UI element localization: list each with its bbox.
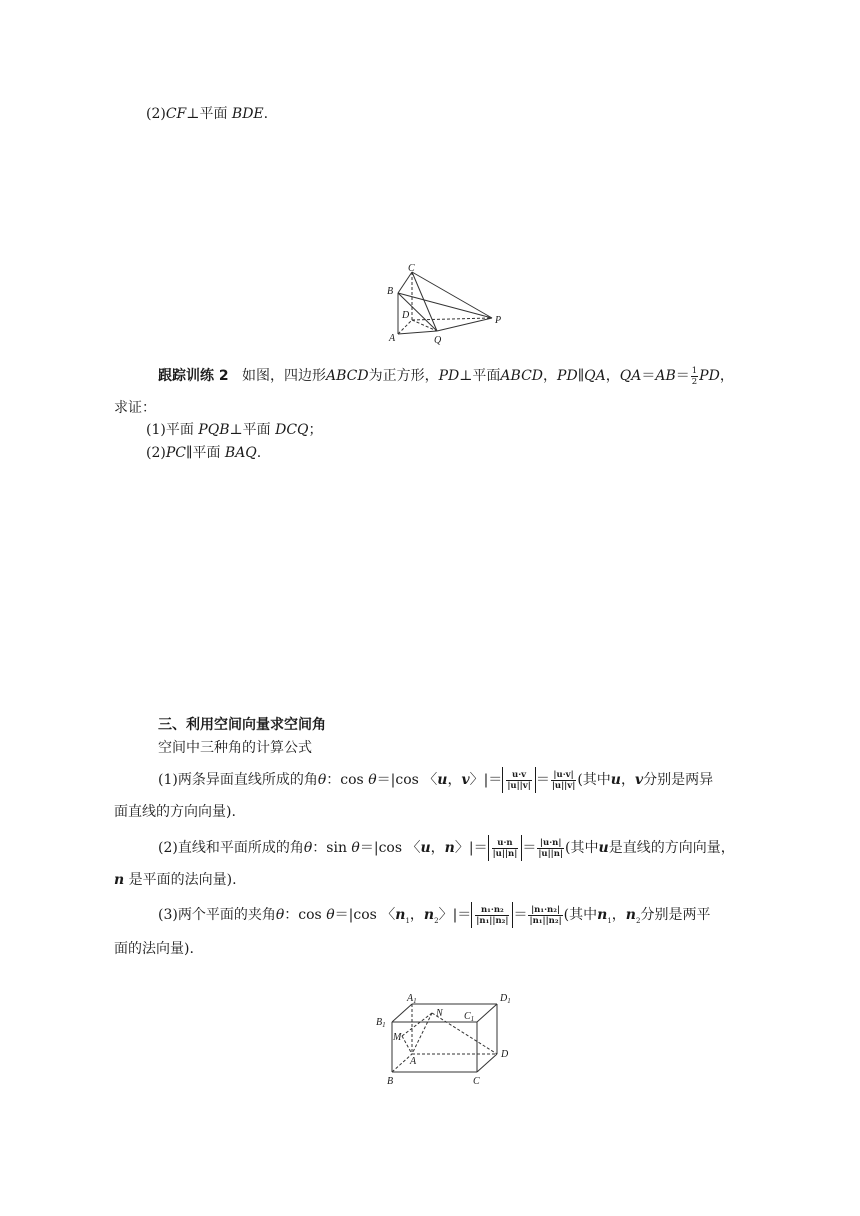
fraction [492, 838, 519, 859]
item-label: (2) [146, 106, 166, 122]
text-segment: (其中 [565, 840, 599, 856]
fraction-numerator: u·n [492, 838, 519, 849]
text-segment: 如图，四边形 [241, 368, 326, 384]
vertex-label-q: Q [434, 335, 442, 346]
vector-n2: n [423, 907, 435, 923]
fraction-numerator: |n₁·n₂| [528, 905, 562, 916]
text-segment: ， [719, 368, 734, 384]
vertex-label-b: B [387, 1076, 394, 1087]
line-pc: PC [165, 445, 186, 461]
line-pd: PD [438, 368, 460, 384]
item-2-statement [146, 104, 268, 124]
vertex-label-d: D [501, 1049, 509, 1060]
vertex-label-d1: $D_1$ [500, 993, 511, 1005]
vector-u: u [598, 840, 609, 856]
fraction-denominator: |u||n| [492, 848, 518, 859]
vector-v: v [634, 772, 644, 788]
fraction [537, 838, 564, 859]
equals-sign: ＝ [535, 772, 550, 788]
exercise-2-part-2 [146, 443, 261, 463]
vector-u: u [610, 772, 621, 788]
fraction-numerator: |u·v| [551, 770, 577, 781]
vector-n: n [114, 872, 125, 888]
fraction-denominator: 2 [691, 376, 698, 387]
vertex-label-c: C [473, 1076, 480, 1087]
text-segment: 分别是两平 [640, 907, 711, 923]
equals-sign: ＝ [513, 907, 528, 923]
fraction-denominator: |u||v| [507, 780, 531, 791]
theta-symbol: θ [368, 772, 377, 788]
text-segment: ：sin [312, 840, 347, 856]
line-ab: AB [655, 368, 676, 384]
vector-u: u [420, 840, 431, 856]
text-segment: . [256, 445, 262, 461]
fraction-numerator: n₁·n₂ [475, 905, 509, 916]
plane-pqb: PQB [198, 422, 230, 438]
theta-symbol: θ [351, 840, 360, 856]
vertex-label-c1: $C_1$ [464, 1011, 475, 1023]
text-segment: 是直线的方向向量， [608, 840, 735, 856]
period: . [263, 106, 269, 122]
abs-value [488, 835, 523, 861]
text-segment: ， [430, 840, 445, 856]
fraction [528, 905, 562, 926]
fraction-denominator: |u||v| [551, 780, 576, 791]
formula-2-continuation [114, 870, 237, 890]
text-segment: 是平面的法向量). [128, 872, 237, 888]
text-segment: (其中 [577, 772, 611, 788]
text-segment: 为正方形， [368, 368, 439, 384]
text-segment: (2) [146, 445, 166, 461]
perp-plane-text: ⊥平面 [186, 106, 228, 122]
formula-line-plane-angle [158, 834, 735, 862]
vector-n1: n [395, 907, 406, 923]
formula-skew-lines-angle [158, 766, 713, 794]
vector-v: v [461, 772, 470, 788]
fraction-numerator: 1 [691, 365, 698, 376]
text-segment: (其中 [563, 907, 598, 923]
text-segment: 〉|＝ [454, 840, 488, 856]
pyramid-figure [382, 262, 512, 348]
vertex-label-a: A [410, 1056, 417, 1067]
vertex-label-b: B [387, 286, 394, 297]
fraction-denominator: |n₁||n₂| [529, 915, 562, 926]
vertex-label-d: D [402, 310, 410, 321]
plane-baq: BAQ [224, 445, 257, 461]
square-abcd: ABCD [325, 368, 369, 384]
theta-symbol: θ [317, 772, 327, 788]
text-segment: ， [447, 772, 462, 788]
text-segment: (1)两条异面直线所成的角 [158, 772, 318, 788]
subscript: 2 [434, 916, 439, 925]
subscript: 2 [635, 916, 641, 925]
cuboid-figure [372, 990, 522, 1088]
text-segment: ， [605, 368, 620, 384]
text-segment: ：cos [326, 772, 364, 788]
vector-n: n [444, 840, 455, 856]
fraction [506, 770, 532, 791]
vertex-label-p: P [495, 315, 502, 326]
text-segment: ：cos [284, 907, 322, 923]
equals-sign: ＝ [522, 840, 537, 856]
theta-symbol: θ [326, 907, 335, 923]
line-qa: QA [619, 368, 642, 384]
vertex-label-c: C [408, 263, 415, 274]
text-segment: ＝|cos 〈 [376, 772, 438, 788]
text-segment: (3)两个平面的夹角 [158, 907, 276, 923]
theta-symbol: θ [303, 840, 313, 856]
section-heading: 三、利用空间向量求空间角 [158, 717, 326, 733]
text-segment: ， [611, 907, 626, 923]
vector-u: u [437, 772, 448, 788]
text-segment: ∥平面 [185, 445, 221, 461]
text-segment: ⊥平面 [229, 422, 271, 438]
point-label-m: M [393, 1032, 402, 1043]
fraction [551, 770, 577, 791]
text-segment: 〉|＝ [438, 907, 472, 923]
line-qa: QA [584, 368, 606, 384]
text-segment: ， [543, 368, 558, 384]
plane-dcq: DCQ [275, 422, 309, 438]
text-segment: ＝|cos 〈 [334, 907, 396, 923]
vertex-label-b1: $B_1$ [376, 1017, 386, 1029]
vertex-label-a: A [389, 333, 396, 344]
line-pd: PD [557, 368, 578, 384]
section-subheading: 空间中三种角的计算公式 [158, 740, 312, 756]
abs-value [471, 902, 513, 928]
equals-sign: ＝ [641, 368, 656, 384]
theta-symbol: θ [275, 907, 285, 923]
formula-plane-plane-angle [158, 901, 710, 935]
text-segment: 分别是两异 [643, 772, 714, 788]
text-segment: ， [409, 907, 424, 923]
point-label-n: N [436, 1008, 443, 1019]
fraction-half [691, 366, 698, 387]
text-segment: 〉|＝ [469, 772, 503, 788]
vertex-label-a1: $A_1$ [407, 993, 417, 1005]
plane-abcd: ABCD [500, 368, 544, 384]
formula-3-continuation: 面的法向量). [114, 941, 194, 957]
abs-value [502, 767, 536, 793]
prove-label: 求证： [114, 400, 156, 416]
subscript: 1 [405, 916, 410, 925]
text-segment: (1)平面 [146, 422, 194, 438]
fraction-denominator: |u||n| [538, 848, 564, 859]
line-cf: CF [165, 106, 187, 122]
fraction-numerator: |u·n| [537, 838, 564, 849]
text-segment: (2)直线和平面所成的角 [158, 840, 304, 856]
exercise-2-part-1 [146, 420, 323, 440]
parallel-symbol: ∥ [577, 368, 585, 384]
fraction-denominator: |n₁||n₂| [476, 915, 509, 926]
text-segment: ＝|cos 〈 [359, 840, 421, 856]
line-pd: PD [699, 368, 720, 384]
fraction-numerator: u·v [506, 770, 532, 781]
vector-n2: n [625, 907, 636, 923]
subscript: 1 [607, 916, 612, 925]
exercise-2-statement [158, 362, 734, 390]
vector-n1: n [597, 907, 608, 923]
exercise-title: 跟踪训练 2 [158, 368, 229, 384]
equals-sign: ＝ [675, 368, 690, 384]
fraction [475, 905, 509, 926]
text-segment: ； [308, 422, 323, 438]
plane-bde: BDE [231, 106, 264, 122]
text-segment: ， [620, 772, 635, 788]
text-segment: ⊥平面 [459, 368, 501, 384]
formula-1-continuation: 面直线的方向向量). [114, 804, 236, 820]
